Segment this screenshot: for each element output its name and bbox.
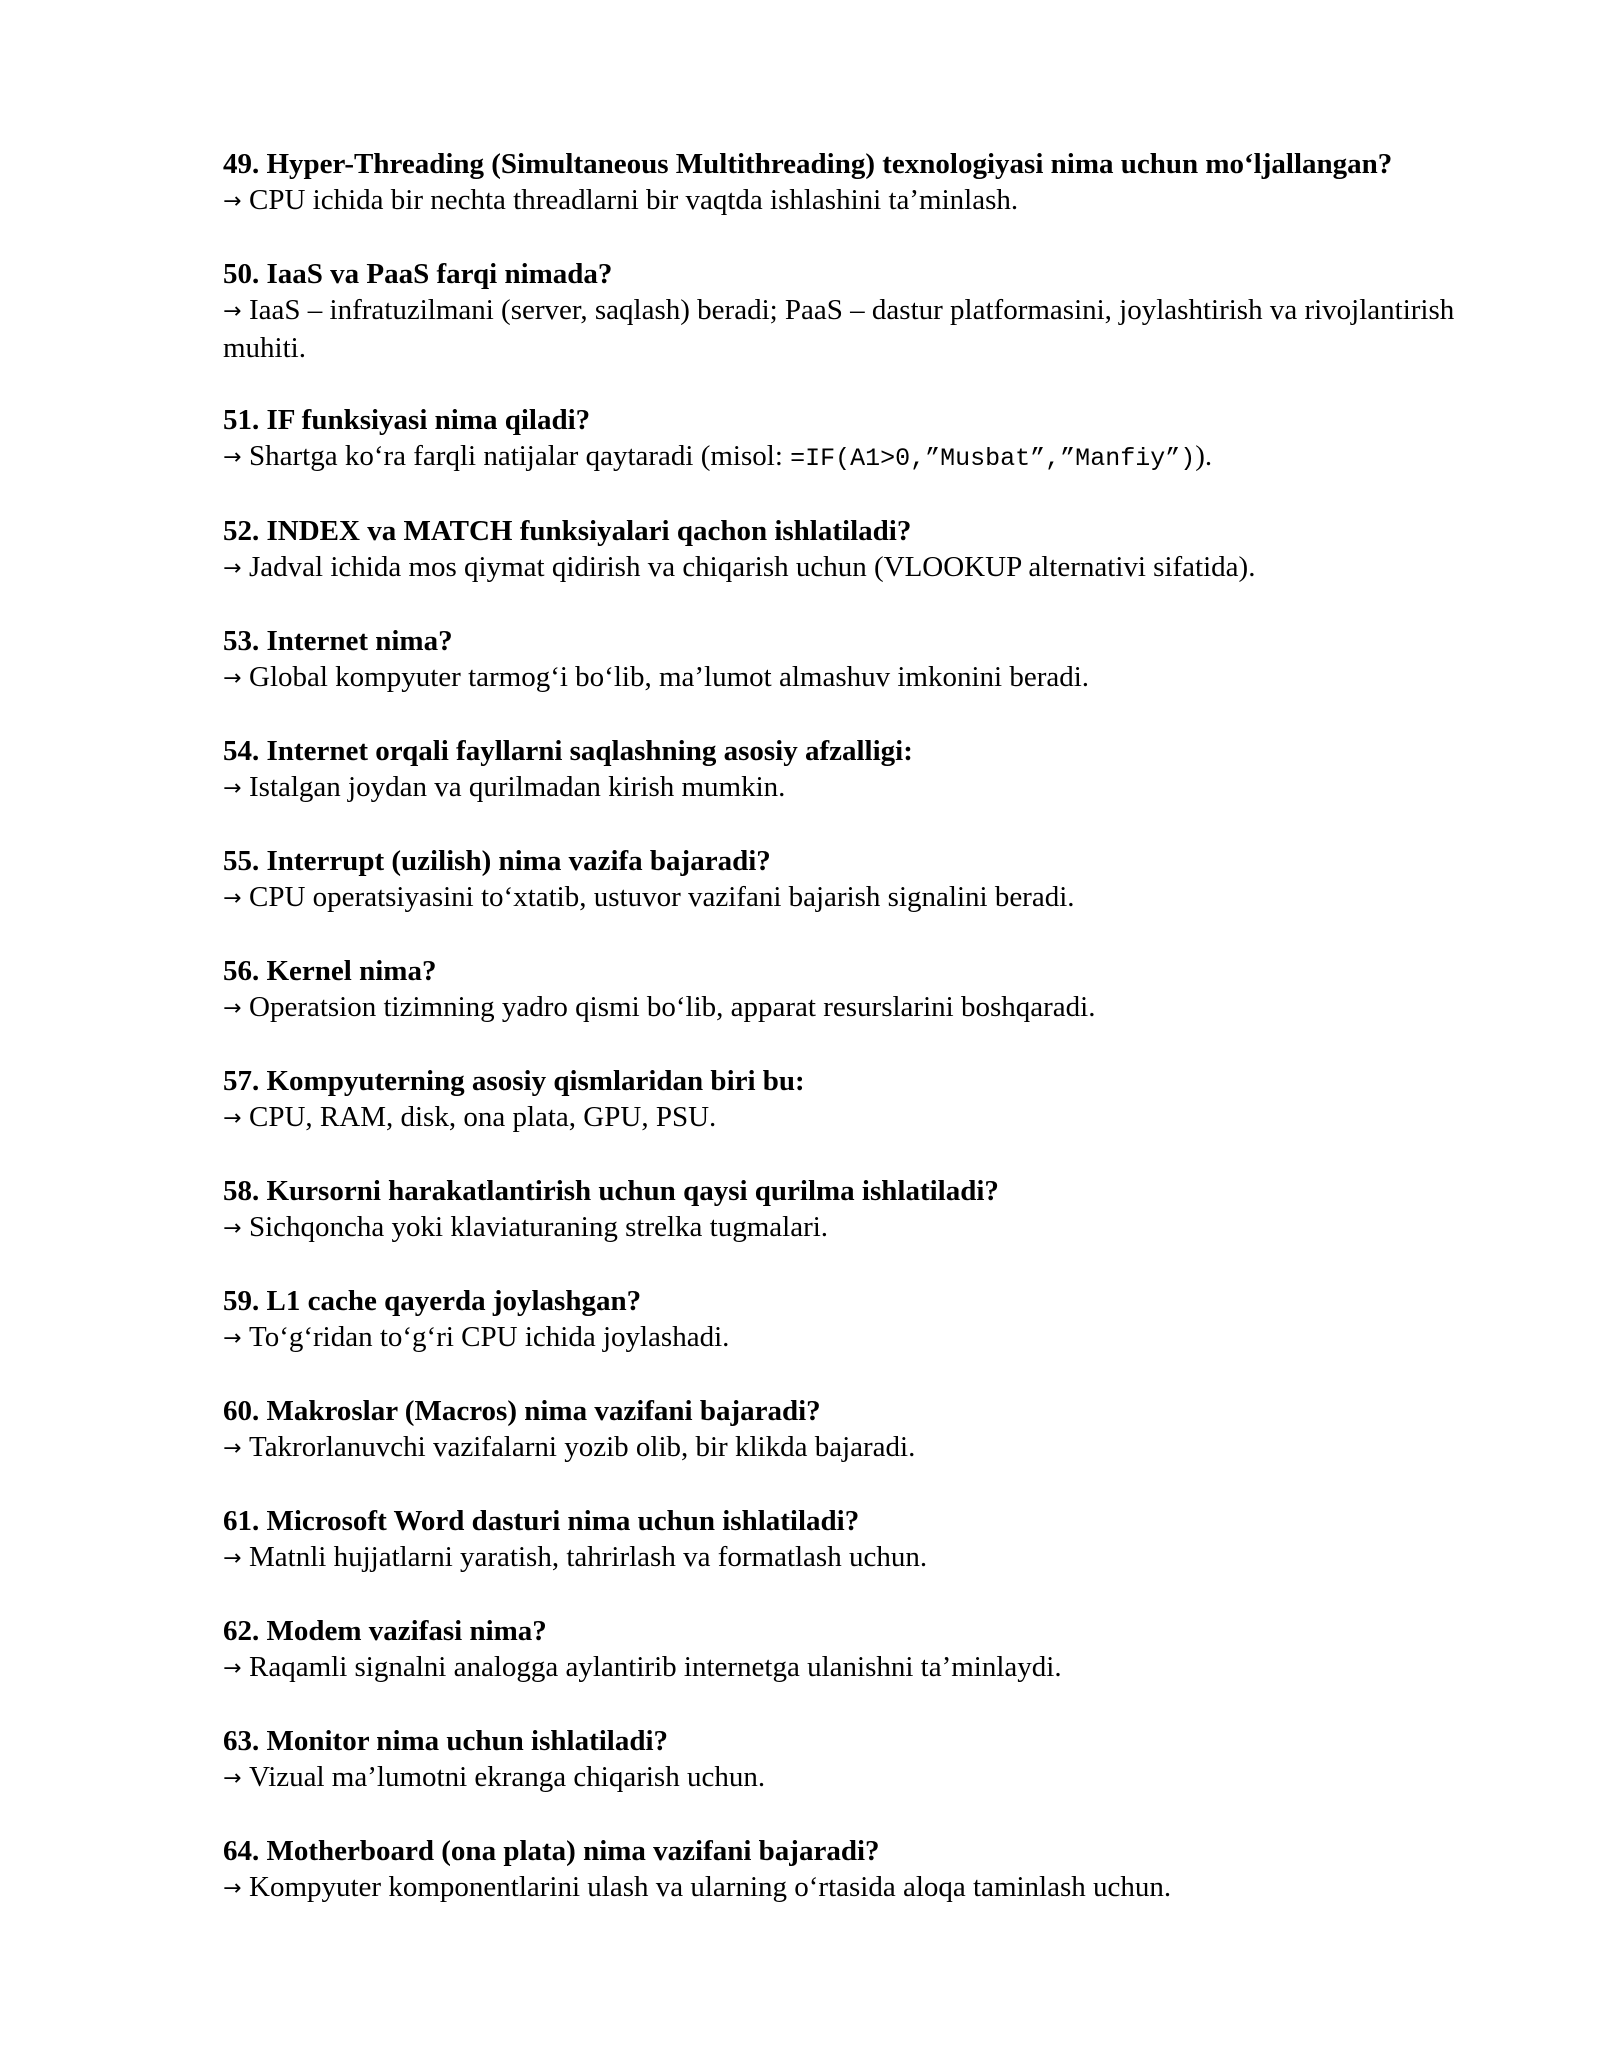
- answer-64: [223, 1869, 1503, 1907]
- question-57: 57. Kompyuterning asosiy qismlaridan biri bu:: [223, 1065, 805, 1097]
- answer-50: [223, 292, 1503, 366]
- question-62: 62. Modem vazifasi nima?: [223, 1615, 547, 1647]
- arrow-icon: →: [223, 1436, 242, 1461]
- answer-55: [223, 879, 1503, 917]
- answer-58: [223, 1209, 1503, 1247]
- question-58: 58. Kursorni harakatlantirish uchun qaysi qurilma ishlatiladi?: [223, 1175, 999, 1207]
- answer-53: [223, 659, 1503, 697]
- qa-item-54: [223, 733, 1503, 807]
- answer-61: [223, 1539, 1503, 1577]
- question-49: 49. Hyper-Threading (Simultaneous Multithreading) texnologiyasi nima uchun mo‘ljallangan?: [223, 148, 1393, 180]
- answer-text-end: ).: [1195, 440, 1213, 472]
- qa-item-60: [223, 1393, 1503, 1467]
- arrow-icon: →: [223, 1326, 242, 1351]
- answer-text: Sichqoncha yoki klaviaturaning strelka tugmalari.: [249, 1211, 829, 1243]
- question-59: 59. L1 cache qayerda joylashgan?: [223, 1285, 642, 1317]
- arrow-icon: →: [223, 776, 242, 801]
- question-63: 63. Monitor nima uchun ishlatiladi?: [223, 1725, 669, 1757]
- answer-text: Raqamli signalni analogga aylantirib internetga ulanishni ta’minlaydi.: [249, 1651, 1062, 1683]
- question-50: 50. IaaS va PaaS farqi nimada?: [223, 258, 613, 290]
- qa-item-49: [223, 146, 1503, 220]
- question-53: 53. Internet nima?: [223, 625, 453, 657]
- answer-text: Kompyuter komponentlarini ulash va ularning o‘rtasida aloqa taminlash uchun.: [249, 1871, 1172, 1903]
- arrow-icon: →: [223, 556, 242, 581]
- answer-56: [223, 989, 1503, 1027]
- question-51: 51. IF funksiyasi nima qiladi?: [223, 404, 591, 436]
- question-55: 55. Interrupt (uzilish) nima vazifa bajaradi?: [223, 845, 771, 877]
- qa-item-55: [223, 843, 1503, 917]
- arrow-icon: →: [223, 1106, 242, 1131]
- answer-63: [223, 1759, 1503, 1797]
- question-56: 56. Kernel nima?: [223, 955, 437, 987]
- answer-60: [223, 1429, 1503, 1467]
- qa-item-56: [223, 953, 1503, 1027]
- question-61: 61. Microsoft Word dasturi nima uchun ishlatiladi?: [223, 1505, 860, 1537]
- qa-item-52: [223, 513, 1503, 587]
- qa-item-64: [223, 1833, 1503, 1907]
- answer-text: Global kompyuter tarmog‘i bo‘lib, ma’lumot almashuv imkonini beradi.: [249, 661, 1090, 693]
- answer-text: IaaS – infratuzilmani (server, saqlash) beradi; PaaS – dastur platformasini, joylashtirish va rivojlantirish muhiti.: [223, 294, 1455, 364]
- answer-62: [223, 1649, 1503, 1687]
- arrow-icon: →: [223, 1216, 242, 1241]
- qa-item-51: [223, 402, 1503, 477]
- answer-text: Shartga ko‘ra farqli natijalar qaytaradi (misol:: [249, 440, 791, 472]
- question-60: 60. Makroslar (Macros) nima vazifani bajaradi?: [223, 1395, 821, 1427]
- qa-item-50: [223, 256, 1503, 366]
- answer-text: CPU operatsiyasini to‘xtatib, ustuvor vazifani bajarish signalini beradi.: [249, 881, 1075, 913]
- answer-text: To‘g‘ridan to‘g‘ri CPU ichida joylashadi.: [249, 1321, 730, 1353]
- qa-item-59: [223, 1283, 1503, 1357]
- answer-54: [223, 769, 1503, 807]
- answer-text: Istalgan joydan va qurilmadan kirish mumkin.: [249, 771, 786, 803]
- arrow-icon: →: [223, 666, 242, 691]
- answer-text: Jadval ichida mos qiymat qidirish va chiqarish uchun (VLOOKUP alternativi sifatida).: [249, 551, 1256, 583]
- qa-list: [223, 146, 1503, 1943]
- answer-49: [223, 182, 1503, 220]
- question-52: 52. INDEX va MATCH funksiyalari qachon ishlatiladi?: [223, 515, 912, 547]
- qa-item-62: [223, 1613, 1503, 1687]
- arrow-icon: →: [223, 886, 242, 911]
- arrow-icon: →: [223, 1766, 242, 1791]
- answer-text: Matnli hujjatlarni yaratish, tahrirlash va formatlash uchun.: [249, 1541, 928, 1573]
- qa-item-53: [223, 623, 1503, 697]
- question-54: 54. Internet orqali fayllarni saqlashning asosiy afzalligi:: [223, 735, 913, 767]
- arrow-icon: →: [223, 189, 242, 214]
- answer-text: Vizual ma’lumotni ekranga chiqarish uchun.: [249, 1761, 766, 1793]
- arrow-icon: →: [223, 445, 242, 470]
- answer-52: [223, 549, 1503, 587]
- arrow-icon: →: [223, 996, 242, 1021]
- answer-text: Operatsion tizimning yadro qismi bo‘lib, apparat resurslarini boshqaradi.: [249, 991, 1096, 1023]
- answer-57: [223, 1099, 1503, 1137]
- answer-text: Takrorlanuvchi vazifalarni yozib olib, bir klikda bajaradi.: [249, 1431, 916, 1463]
- answer-text: CPU, RAM, disk, ona plata, GPU, PSU.: [249, 1101, 717, 1133]
- qa-item-57: [223, 1063, 1503, 1137]
- arrow-icon: →: [223, 299, 242, 324]
- qa-item-58: [223, 1173, 1503, 1247]
- answer-51: [223, 438, 1503, 477]
- answer-59: [223, 1319, 1503, 1357]
- answer-text: CPU ichida bir nechta threadlarni bir vaqtda ishlashini ta’minlash.: [249, 184, 1019, 216]
- question-64: 64. Motherboard (ona plata) nima vazifani bajaradi?: [223, 1835, 880, 1867]
- qa-item-61: [223, 1503, 1503, 1577]
- qa-item-63: [223, 1723, 1503, 1797]
- arrow-icon: →: [223, 1546, 242, 1571]
- formula-example: =IF(A1>0,”Musbat”,”Manfiy”): [790, 444, 1196, 473]
- arrow-icon: →: [223, 1656, 242, 1681]
- arrow-icon: →: [223, 1876, 242, 1901]
